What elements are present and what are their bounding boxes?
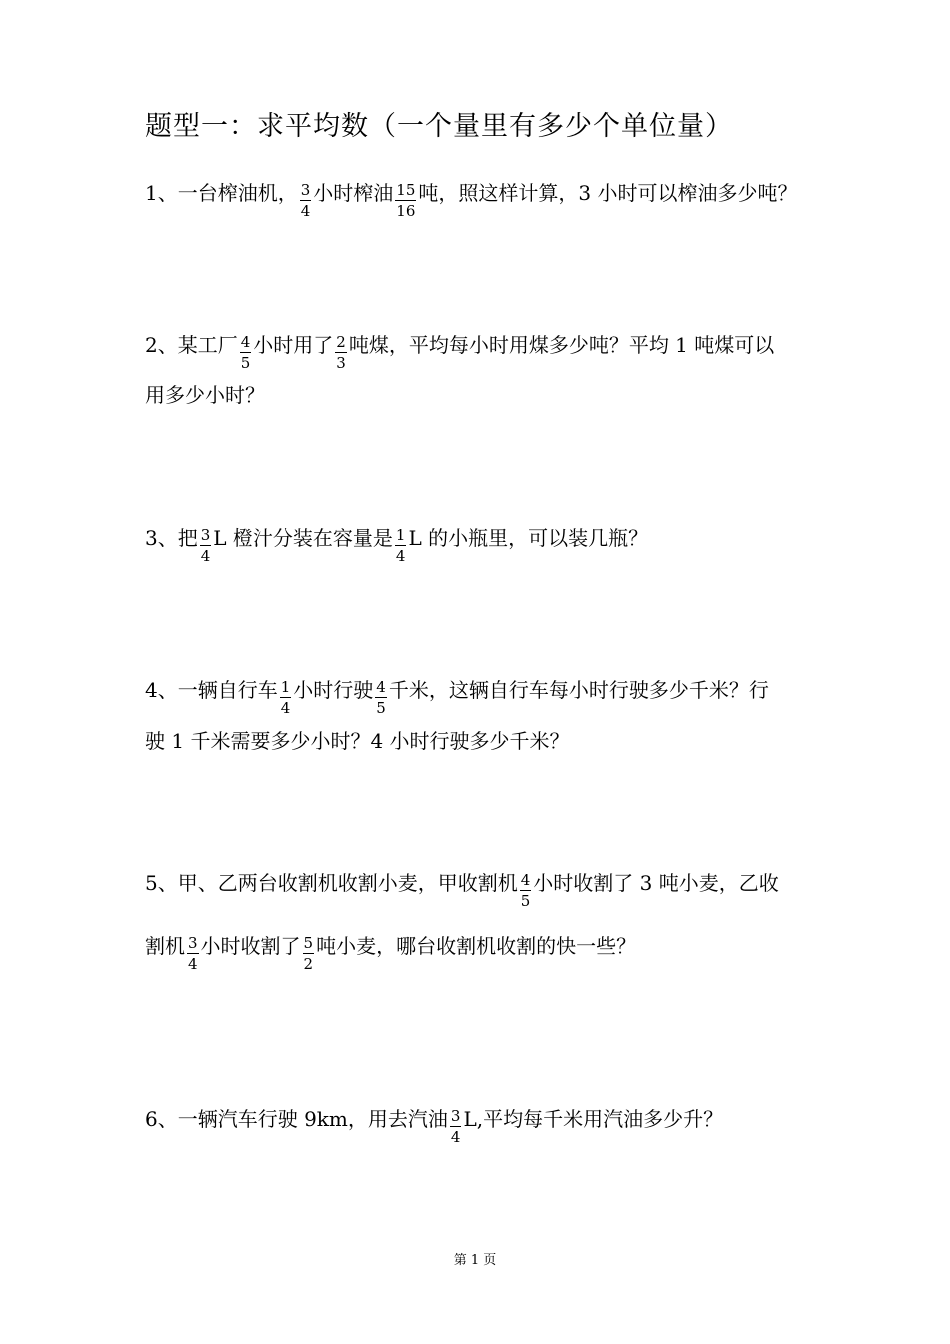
problem-text: 小时行驶 <box>293 678 374 702</box>
fraction <box>187 935 199 972</box>
problem-2-line-1 <box>145 328 775 372</box>
page-title: 题型一：求平均数（一个量里有多少个单位量） <box>145 111 733 142</box>
fraction-numerator: 4 <box>240 333 251 351</box>
fraction-denominator: 4 <box>280 698 291 717</box>
problem-text: 用多少小时？ <box>145 383 265 407</box>
fraction <box>395 527 407 564</box>
fraction-numerator: 2 <box>336 333 346 351</box>
problem-text: 5、甲、乙两台收割机收割小麦，甲收割机 <box>145 871 518 895</box>
problem-text: 2、某工厂 <box>145 333 238 357</box>
fraction-denominator: 4 <box>450 1127 461 1146</box>
fraction <box>280 679 292 716</box>
problem-text: 6、一辆汽车行驶 9km，用去汽油 <box>145 1107 448 1131</box>
problem-text: 吨小麦，哪台收割机收割的快一些？ <box>316 934 637 958</box>
problem-4-line-1 <box>145 673 769 717</box>
problem-text: L 橙汁分装在容量是 <box>213 526 393 550</box>
problem-4-line-2 <box>145 731 570 751</box>
fraction <box>335 334 347 371</box>
fraction-numerator: 3 <box>200 526 211 544</box>
problem-text: 4、一辆自行车 <box>145 678 278 702</box>
fraction-numerator: 5 <box>303 934 314 952</box>
fraction <box>520 872 532 909</box>
fraction <box>240 334 252 371</box>
fraction-numerator: 1 <box>395 526 406 544</box>
fraction <box>395 182 416 219</box>
problem-text: 小时收割了 <box>200 934 301 958</box>
problem-5-line-2 <box>145 929 637 973</box>
problem-1-line-1 <box>145 176 798 220</box>
fraction-numerator: 1 <box>280 678 291 696</box>
fraction-denominator: 5 <box>376 698 386 717</box>
problem-text: 1、一台榨油机， <box>145 181 298 205</box>
problem-text: 割机 <box>145 934 185 958</box>
fraction-numerator: 3 <box>300 181 311 199</box>
fraction-denominator: 4 <box>395 546 406 565</box>
problem-text: 驶 1 千米需要多少小时？4 小时行驶多少千米？ <box>145 729 570 753</box>
fraction-numerator: 3 <box>450 1107 461 1125</box>
fraction <box>303 935 315 972</box>
fraction-denominator: 5 <box>240 353 251 372</box>
problem-6-line-1 <box>145 1102 724 1146</box>
problem-text: 吨煤，平均每小时用煤多少吨？平均 1 吨煤可以 <box>348 333 775 357</box>
fraction-numerator: 15 <box>396 181 416 199</box>
fraction-denominator: 4 <box>200 546 211 565</box>
problem-text: 3、把 <box>145 526 198 550</box>
fraction-denominator: 2 <box>303 954 314 973</box>
fraction <box>300 182 312 219</box>
problem-2-line-2 <box>145 385 265 405</box>
problem-text: 小时用了 <box>253 333 334 357</box>
fraction-numerator: 4 <box>520 871 531 889</box>
problem-text: 千米，这辆自行车每小时行驶多少千米？行 <box>388 678 769 702</box>
problem-3-line-1 <box>145 521 649 565</box>
problem-text: L 的小瓶里，可以装几瓶？ <box>408 526 649 550</box>
fraction-numerator: 3 <box>188 934 198 952</box>
fraction-denominator: 4 <box>300 201 311 220</box>
fraction-denominator: 5 <box>520 891 531 910</box>
problem-text: 小时收割了 3 吨小麦，乙收 <box>533 871 779 895</box>
problem-text: L,平均每千米用汽油多少升？ <box>463 1107 724 1131</box>
fraction-numerator: 4 <box>376 678 386 696</box>
fraction-denominator: 3 <box>336 353 346 372</box>
page-footer: 第 1 页 <box>453 1253 497 1268</box>
fraction-denominator: 16 <box>396 201 416 220</box>
fraction <box>450 1108 462 1145</box>
fraction <box>375 679 387 716</box>
problem-text: 小时榨油 <box>313 181 394 205</box>
fraction-denominator: 4 <box>188 954 198 973</box>
fraction <box>200 527 212 564</box>
problem-5-line-1 <box>145 866 779 910</box>
problem-text: 吨，照这样计算，3 小时可以榨油多少吨？ <box>418 181 798 205</box>
